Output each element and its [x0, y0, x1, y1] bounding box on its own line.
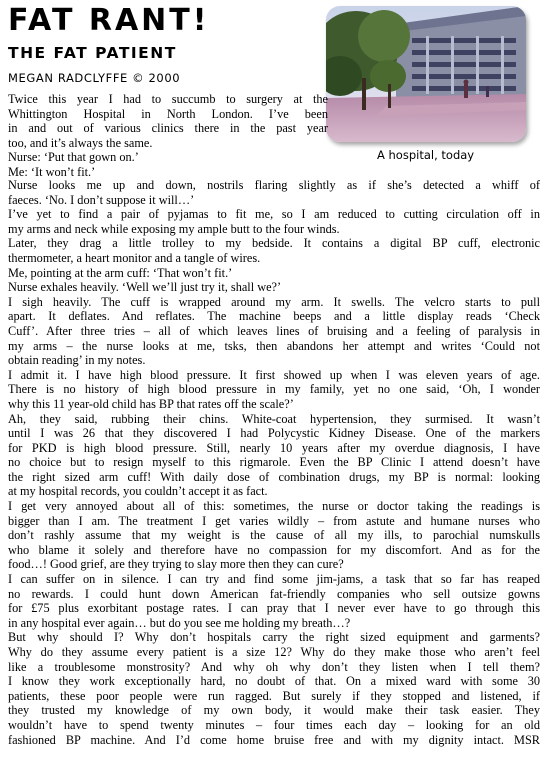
- text-line: they trusted my knowledge of my own body, it would make their task easier. They: [8, 703, 540, 718]
- text-line: Nurse: ‘Put that gown on.’: [8, 150, 139, 165]
- text-line: I know they work exceptionally hard, no doubt of that. On a mixed ward with some 30: [8, 674, 540, 689]
- text-line: my arms and neck while exposing my ample butt to the four winds.: [8, 221, 340, 236]
- text-line: Twice this year I had to succumb to surgery at the: [8, 92, 328, 106]
- text-line: I can suffer on in silence. I can try and find some jim-jams, a task that so far has reaped: [8, 572, 540, 587]
- text-line: bigger than I am. The treatment I get varies wildly – from astute and humane nurses who: [8, 513, 540, 528]
- text-line: I sigh heavily. The cuff is wrapped around my arm. It swells. The velcro starts to pull: [8, 294, 540, 309]
- text-line: Cuff’. After three tries – all of which leaves lines of bruising and a feeling of paralysis in: [8, 323, 540, 338]
- text-line: faeces. ‘No. I don’t suppose it will…’: [8, 192, 195, 207]
- text-line: like a troublesome monstrosity? And why oh why don’t they listen when I tell them?: [8, 659, 540, 674]
- text-line: no choice but to resign myself to this rigmarole. Even the BP Clinic I attend doesn’t have: [8, 455, 540, 470]
- text-line: my arms – the nurse looks at me, tsks, then abandons her attempt and writes ‘Could not: [8, 338, 540, 353]
- text-line: in and out of various clinics there in the past year: [8, 121, 328, 136]
- text-line: why this 11 year-old child has BP that rates off the scale?’: [8, 396, 294, 411]
- text-line: until I was 26 that they discovered I had Polycystic Kidney Disease. One of the markers: [8, 426, 540, 441]
- text-line: apart. It deflates. And reflates. The machine beeps and a little display reads ‘Check: [8, 309, 540, 324]
- text-line: patients, these poor people were run ragged. But surely if they stopped and listened, if: [8, 688, 540, 703]
- text-line: Nurse exhales heavily. ‘Well we’ll just try it, shall we?’: [8, 280, 282, 295]
- author-byline: MEGAN RADCLYFFE © 2000: [8, 71, 181, 85]
- text-line: I admit it. I have high blood pressure. It first showed up when I was eleven years of age.: [8, 367, 540, 382]
- text-line: thermometer, a heart monitor and a tangle of wires.: [8, 250, 261, 265]
- text-line: don’t rashly assume that my weight is the cause of all my ills, to parochial numskulls: [8, 528, 540, 543]
- text-line: in any hospital ever again… but do you see me holding my breath…?: [8, 615, 351, 630]
- text-line: I’ve yet to find a pair of pyjamas to fit me, so I am reduced to cutting circulation off in: [8, 207, 540, 222]
- text-line: no rewards. I could hunt down American fat-friendly companies who sell outsize gowns: [8, 586, 540, 601]
- page-title: FAT RANT!: [8, 3, 210, 38]
- article-intro: [8, 92, 328, 180]
- text-line: for £75 plus exorbitant postage rates. I can pray that I never ever have to go through this: [8, 601, 540, 616]
- text-line: I get very annoyed about all of this: sometimes, the nurse or doctor taking the readings is: [8, 499, 540, 514]
- text-line: too, and it’s always the same.: [8, 135, 153, 150]
- text-line: wouldn’t have to spend twenty minutes – four times each day – looking for an old: [8, 717, 540, 732]
- text-line: Later, they drag a little trolley to my bedside. It contains a digital BP cuff, electronic: [8, 236, 540, 251]
- text-line: Me: ‘It won’t fit.’: [8, 164, 96, 179]
- text-line: for PKD is high blood pressure. Still, nearly 10 years after my overdue diagnosis, I have: [8, 440, 540, 455]
- text-line: Whittington Hospital in North London. I’ve been: [8, 106, 328, 121]
- text-line: Nurse looks me up and down, nostrils flaring slightly as if she’s detected a whiff of: [8, 178, 540, 192]
- text-line: Me, pointing at the arm cuff: ‘That won’t fit.’: [8, 265, 233, 280]
- article-body: [8, 178, 540, 747]
- text-line: who blame it solely and therefore have no compassion for my discomfort. And as for the: [8, 542, 540, 557]
- text-line: food…! Good grief, are they trying to slay more then they can cure?: [8, 557, 344, 572]
- text-line: Ah, they said, rubbing their chins. White-coat hypertension, they surmised. It wasn’t: [8, 411, 540, 426]
- hospital-photo: [326, 6, 526, 142]
- text-line: Why do they assume every patient is a size 12? Why do they make those who aren’t feel: [8, 645, 540, 659]
- photo-caption: A hospital, today: [377, 148, 475, 162]
- text-line: at my hospital records, you couldn’t accept it as fact.: [8, 484, 268, 499]
- text-line: But why should I? Why don’t hospitals carry the right sized equipment and garments?: [8, 630, 540, 645]
- text-line: obtain reading’ in my notes.: [8, 353, 146, 368]
- text-line: the right sized arm cuff! With daily dose of combination drugs, my BP is normal: looking: [8, 469, 540, 484]
- text-line: There is no history of high blood pressure in my family, yet no one said, ‘Oh, I wonder: [8, 382, 540, 397]
- article-subtitle: THE FAT PATIENT: [8, 44, 177, 62]
- text-line: fashioned BP machine. And I’d come home bruise free and with my dignity intact. MSR: [8, 732, 540, 747]
